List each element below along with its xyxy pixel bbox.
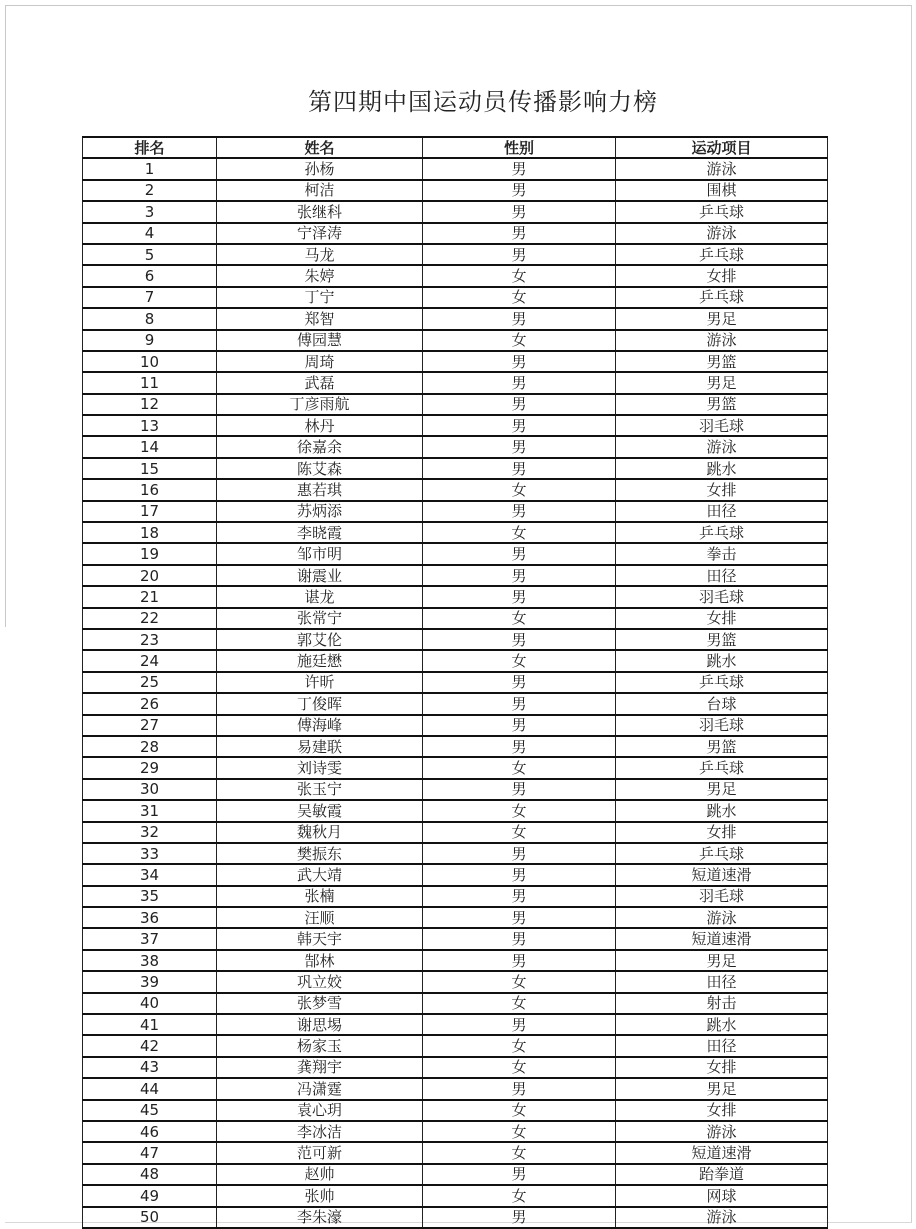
cell-name: 张继科 xyxy=(217,201,423,222)
cell-sport: 拳击 xyxy=(616,543,828,564)
cell-gender: 男 xyxy=(423,244,616,265)
cell-gender: 男 xyxy=(423,308,616,329)
table-row xyxy=(83,950,828,971)
cell-sport: 乒乓球 xyxy=(616,201,828,222)
cell-rank: 18 xyxy=(83,522,217,543)
cell-rank: 5 xyxy=(83,244,217,265)
cell-name: 张玉宁 xyxy=(217,779,423,800)
page-edge-top xyxy=(5,5,912,6)
table-row xyxy=(83,864,828,885)
table-row xyxy=(83,1185,828,1206)
cell-gender: 男 xyxy=(423,201,616,222)
cell-sport: 女排 xyxy=(616,608,828,629)
cell-sport: 台球 xyxy=(616,693,828,714)
table-header-row xyxy=(83,137,828,158)
cell-gender: 男 xyxy=(423,779,616,800)
table-row xyxy=(83,223,828,244)
cell-sport: 女排 xyxy=(616,265,828,286)
header-gender: 性别 xyxy=(423,137,616,158)
cell-rank: 43 xyxy=(83,1057,217,1078)
table-row xyxy=(83,1057,828,1078)
cell-rank: 13 xyxy=(83,415,217,436)
cell-rank: 34 xyxy=(83,864,217,885)
cell-name: 苏炳添 xyxy=(217,501,423,522)
table-row xyxy=(83,757,828,778)
cell-name: 易建联 xyxy=(217,736,423,757)
cell-sport: 男篮 xyxy=(616,736,828,757)
cell-rank: 24 xyxy=(83,650,217,671)
cell-rank: 19 xyxy=(83,543,217,564)
table-row xyxy=(83,736,828,757)
cell-gender: 男 xyxy=(423,843,616,864)
cell-sport: 射击 xyxy=(616,993,828,1014)
table-row xyxy=(83,1078,828,1099)
cell-rank: 37 xyxy=(83,928,217,949)
cell-rank: 50 xyxy=(83,1207,217,1228)
cell-sport: 游泳 xyxy=(616,907,828,928)
cell-name: 郜林 xyxy=(217,950,423,971)
cell-name: 冯潇霆 xyxy=(217,1078,423,1099)
cell-gender: 女 xyxy=(423,1100,616,1121)
table-row xyxy=(83,1164,828,1185)
table-row xyxy=(83,928,828,949)
cell-rank: 23 xyxy=(83,629,217,650)
header-sport: 运动项目 xyxy=(616,137,828,158)
table-row xyxy=(83,265,828,286)
cell-rank: 1 xyxy=(83,158,217,179)
cell-sport: 跳水 xyxy=(616,458,828,479)
table-row xyxy=(83,586,828,607)
cell-name: 汪顺 xyxy=(217,907,423,928)
cell-rank: 22 xyxy=(83,608,217,629)
cell-sport: 羽毛球 xyxy=(616,715,828,736)
cell-gender: 女 xyxy=(423,522,616,543)
cell-sport: 跆拳道 xyxy=(616,1164,828,1185)
table-row xyxy=(83,201,828,222)
table-row xyxy=(83,650,828,671)
cell-name: 郭艾伦 xyxy=(217,629,423,650)
cell-sport: 乒乓球 xyxy=(616,843,828,864)
table-row xyxy=(83,244,828,265)
cell-name: 张楠 xyxy=(217,886,423,907)
table-row xyxy=(83,522,828,543)
table-row xyxy=(83,843,828,864)
table-row xyxy=(83,1207,828,1228)
table-row xyxy=(83,415,828,436)
table-row xyxy=(83,565,828,586)
cell-name: 孙杨 xyxy=(217,158,423,179)
cell-sport: 乒乓球 xyxy=(616,757,828,778)
cell-name: 丁俊晖 xyxy=(217,693,423,714)
table-row xyxy=(83,394,828,415)
cell-sport: 田径 xyxy=(616,565,828,586)
cell-sport: 跳水 xyxy=(616,1014,828,1035)
cell-rank: 25 xyxy=(83,672,217,693)
cell-rank: 35 xyxy=(83,886,217,907)
cell-rank: 16 xyxy=(83,479,217,500)
cell-sport: 田径 xyxy=(616,501,828,522)
table-row xyxy=(83,458,828,479)
table-body xyxy=(83,158,828,1228)
cell-name: 丁彦雨航 xyxy=(217,394,423,415)
cell-name: 傅园慧 xyxy=(217,330,423,351)
cell-gender: 女 xyxy=(423,800,616,821)
cell-rank: 14 xyxy=(83,436,217,457)
cell-name: 杨家玉 xyxy=(217,1035,423,1056)
cell-name: 邹市明 xyxy=(217,543,423,564)
cell-gender: 女 xyxy=(423,993,616,1014)
cell-gender: 男 xyxy=(423,736,616,757)
cell-name: 徐嘉余 xyxy=(217,436,423,457)
cell-gender: 女 xyxy=(423,1185,616,1206)
cell-rank: 9 xyxy=(83,330,217,351)
cell-name: 刘诗雯 xyxy=(217,757,423,778)
cell-rank: 48 xyxy=(83,1164,217,1185)
cell-rank: 27 xyxy=(83,715,217,736)
cell-rank: 42 xyxy=(83,1035,217,1056)
cell-rank: 32 xyxy=(83,822,217,843)
cell-name: 李晓霞 xyxy=(217,522,423,543)
cell-gender: 男 xyxy=(423,351,616,372)
cell-name: 樊振东 xyxy=(217,843,423,864)
cell-gender: 女 xyxy=(423,1057,616,1078)
cell-sport: 游泳 xyxy=(616,223,828,244)
table-row xyxy=(83,158,828,179)
cell-name: 谢震业 xyxy=(217,565,423,586)
cell-sport: 女排 xyxy=(616,822,828,843)
cell-rank: 11 xyxy=(83,372,217,393)
cell-name: 袁心玥 xyxy=(217,1100,423,1121)
cell-gender: 男 xyxy=(423,693,616,714)
cell-gender: 女 xyxy=(423,1121,616,1142)
table-row xyxy=(83,693,828,714)
table-row xyxy=(83,180,828,201)
cell-sport: 乒乓球 xyxy=(616,244,828,265)
cell-gender: 男 xyxy=(423,1078,616,1099)
cell-sport: 围棋 xyxy=(616,180,828,201)
cell-name: 赵帅 xyxy=(217,1164,423,1185)
cell-gender: 男 xyxy=(423,436,616,457)
cell-gender: 女 xyxy=(423,1142,616,1163)
cell-gender: 男 xyxy=(423,372,616,393)
cell-rank: 12 xyxy=(83,394,217,415)
table-row xyxy=(83,351,828,372)
cell-sport: 跳水 xyxy=(616,650,828,671)
cell-rank: 33 xyxy=(83,843,217,864)
table-row xyxy=(83,287,828,308)
cell-rank: 15 xyxy=(83,458,217,479)
cell-gender: 男 xyxy=(423,672,616,693)
cell-gender: 男 xyxy=(423,543,616,564)
cell-rank: 49 xyxy=(83,1185,217,1206)
cell-gender: 女 xyxy=(423,650,616,671)
cell-gender: 男 xyxy=(423,886,616,907)
table-row xyxy=(83,501,828,522)
cell-rank: 17 xyxy=(83,501,217,522)
cell-rank: 36 xyxy=(83,907,217,928)
cell-name: 朱婷 xyxy=(217,265,423,286)
cell-rank: 6 xyxy=(83,265,217,286)
table-row xyxy=(83,907,828,928)
cell-name: 龚翔宇 xyxy=(217,1057,423,1078)
cell-rank: 40 xyxy=(83,993,217,1014)
cell-gender: 男 xyxy=(423,501,616,522)
cell-sport: 游泳 xyxy=(616,1207,828,1228)
cell-name: 武大靖 xyxy=(217,864,423,885)
cell-sport: 女排 xyxy=(616,479,828,500)
cell-sport: 跳水 xyxy=(616,800,828,821)
cell-name: 郑智 xyxy=(217,308,423,329)
table-row xyxy=(83,308,828,329)
cell-rank: 29 xyxy=(83,757,217,778)
cell-rank: 21 xyxy=(83,586,217,607)
cell-sport: 男足 xyxy=(616,779,828,800)
cell-sport: 男足 xyxy=(616,1078,828,1099)
cell-sport: 女排 xyxy=(616,1100,828,1121)
cell-rank: 30 xyxy=(83,779,217,800)
cell-gender: 女 xyxy=(423,971,616,992)
cell-sport: 短道速滑 xyxy=(616,1142,828,1163)
cell-sport: 男篮 xyxy=(616,629,828,650)
cell-rank: 45 xyxy=(83,1100,217,1121)
table-row xyxy=(83,993,828,1014)
cell-name: 巩立姣 xyxy=(217,971,423,992)
cell-sport: 短道速滑 xyxy=(616,928,828,949)
cell-gender: 男 xyxy=(423,928,616,949)
table-row xyxy=(83,330,828,351)
cell-rank: 38 xyxy=(83,950,217,971)
table-row xyxy=(83,479,828,500)
cell-sport: 羽毛球 xyxy=(616,886,828,907)
cell-name: 李冰洁 xyxy=(217,1121,423,1142)
cell-gender: 男 xyxy=(423,158,616,179)
table-row xyxy=(83,800,828,821)
cell-gender: 男 xyxy=(423,223,616,244)
cell-gender: 男 xyxy=(423,458,616,479)
cell-rank: 20 xyxy=(83,565,217,586)
cell-gender: 男 xyxy=(423,950,616,971)
cell-gender: 男 xyxy=(423,586,616,607)
cell-sport: 游泳 xyxy=(616,158,828,179)
cell-rank: 7 xyxy=(83,287,217,308)
cell-gender: 男 xyxy=(423,1164,616,1185)
cell-rank: 46 xyxy=(83,1121,217,1142)
cell-name: 张常宁 xyxy=(217,608,423,629)
cell-sport: 游泳 xyxy=(616,1121,828,1142)
cell-gender: 女 xyxy=(423,757,616,778)
cell-rank: 44 xyxy=(83,1078,217,1099)
cell-name: 傅海峰 xyxy=(217,715,423,736)
table-row xyxy=(83,543,828,564)
cell-gender: 女 xyxy=(423,287,616,308)
cell-rank: 41 xyxy=(83,1014,217,1035)
cell-gender: 女 xyxy=(423,265,616,286)
cell-sport: 游泳 xyxy=(616,330,828,351)
table-row xyxy=(83,1014,828,1035)
cell-rank: 10 xyxy=(83,351,217,372)
cell-name: 吴敏霞 xyxy=(217,800,423,821)
cell-sport: 羽毛球 xyxy=(616,586,828,607)
table-row xyxy=(83,715,828,736)
table-row xyxy=(83,672,828,693)
ranking-table xyxy=(82,136,828,1229)
cell-name: 柯洁 xyxy=(217,180,423,201)
table-row xyxy=(83,822,828,843)
cell-sport: 羽毛球 xyxy=(616,415,828,436)
cell-rank: 28 xyxy=(83,736,217,757)
cell-rank: 47 xyxy=(83,1142,217,1163)
table-row xyxy=(83,1035,828,1056)
cell-sport: 男足 xyxy=(616,372,828,393)
table-row xyxy=(83,1121,828,1142)
cell-rank: 31 xyxy=(83,800,217,821)
cell-sport: 网球 xyxy=(616,1185,828,1206)
cell-sport: 女排 xyxy=(616,1057,828,1078)
cell-rank: 39 xyxy=(83,971,217,992)
table-row xyxy=(83,886,828,907)
cell-rank: 26 xyxy=(83,693,217,714)
cell-name: 许昕 xyxy=(217,672,423,693)
cell-sport: 男篮 xyxy=(616,394,828,415)
cell-name: 谌龙 xyxy=(217,586,423,607)
table-row xyxy=(83,629,828,650)
cell-rank: 2 xyxy=(83,180,217,201)
cell-name: 范可新 xyxy=(217,1142,423,1163)
cell-name: 周琦 xyxy=(217,351,423,372)
cell-gender: 男 xyxy=(423,394,616,415)
cell-sport: 男篮 xyxy=(616,351,828,372)
cell-gender: 女 xyxy=(423,330,616,351)
table-row xyxy=(83,436,828,457)
cell-sport: 游泳 xyxy=(616,436,828,457)
cell-name: 武磊 xyxy=(217,372,423,393)
cell-name: 施廷懋 xyxy=(217,650,423,671)
cell-gender: 女 xyxy=(423,822,616,843)
table-row xyxy=(83,372,828,393)
header-name: 姓名 xyxy=(217,137,423,158)
table-row xyxy=(83,1142,828,1163)
cell-rank: 4 xyxy=(83,223,217,244)
cell-gender: 男 xyxy=(423,1207,616,1228)
cell-gender: 男 xyxy=(423,415,616,436)
cell-sport: 乒乓球 xyxy=(616,522,828,543)
cell-name: 李朱濠 xyxy=(217,1207,423,1228)
cell-name: 惠若琪 xyxy=(217,479,423,500)
table-row xyxy=(83,1100,828,1121)
cell-sport: 田径 xyxy=(616,1035,828,1056)
cell-name: 丁宁 xyxy=(217,287,423,308)
cell-name: 张帅 xyxy=(217,1185,423,1206)
cell-gender: 男 xyxy=(423,715,616,736)
cell-gender: 女 xyxy=(423,479,616,500)
table-row xyxy=(83,779,828,800)
cell-gender: 女 xyxy=(423,1035,616,1056)
cell-name: 陈艾森 xyxy=(217,458,423,479)
cell-name: 张梦雪 xyxy=(217,993,423,1014)
cell-sport: 田径 xyxy=(616,971,828,992)
page-title: 第四期中国运动员传播影响力榜 xyxy=(308,88,658,116)
cell-sport: 短道速滑 xyxy=(616,864,828,885)
cell-name: 林丹 xyxy=(217,415,423,436)
cell-name: 魏秋月 xyxy=(217,822,423,843)
cell-gender: 男 xyxy=(423,180,616,201)
cell-sport: 男足 xyxy=(616,308,828,329)
cell-name: 宁泽涛 xyxy=(217,223,423,244)
page-edge-right xyxy=(911,5,912,1223)
cell-gender: 男 xyxy=(423,565,616,586)
cell-gender: 男 xyxy=(423,629,616,650)
header-rank: 排名 xyxy=(83,137,217,158)
cell-name: 韩天宇 xyxy=(217,928,423,949)
cell-gender: 男 xyxy=(423,864,616,885)
cell-name: 谢思埸 xyxy=(217,1014,423,1035)
cell-sport: 乒乓球 xyxy=(616,672,828,693)
cell-rank: 3 xyxy=(83,201,217,222)
cell-name: 马龙 xyxy=(217,244,423,265)
cell-rank: 8 xyxy=(83,308,217,329)
cell-gender: 男 xyxy=(423,907,616,928)
cell-sport: 乒乓球 xyxy=(616,287,828,308)
cell-sport: 男足 xyxy=(616,950,828,971)
table-row xyxy=(83,971,828,992)
cell-gender: 男 xyxy=(423,1014,616,1035)
cell-gender: 女 xyxy=(423,608,616,629)
table-row xyxy=(83,608,828,629)
